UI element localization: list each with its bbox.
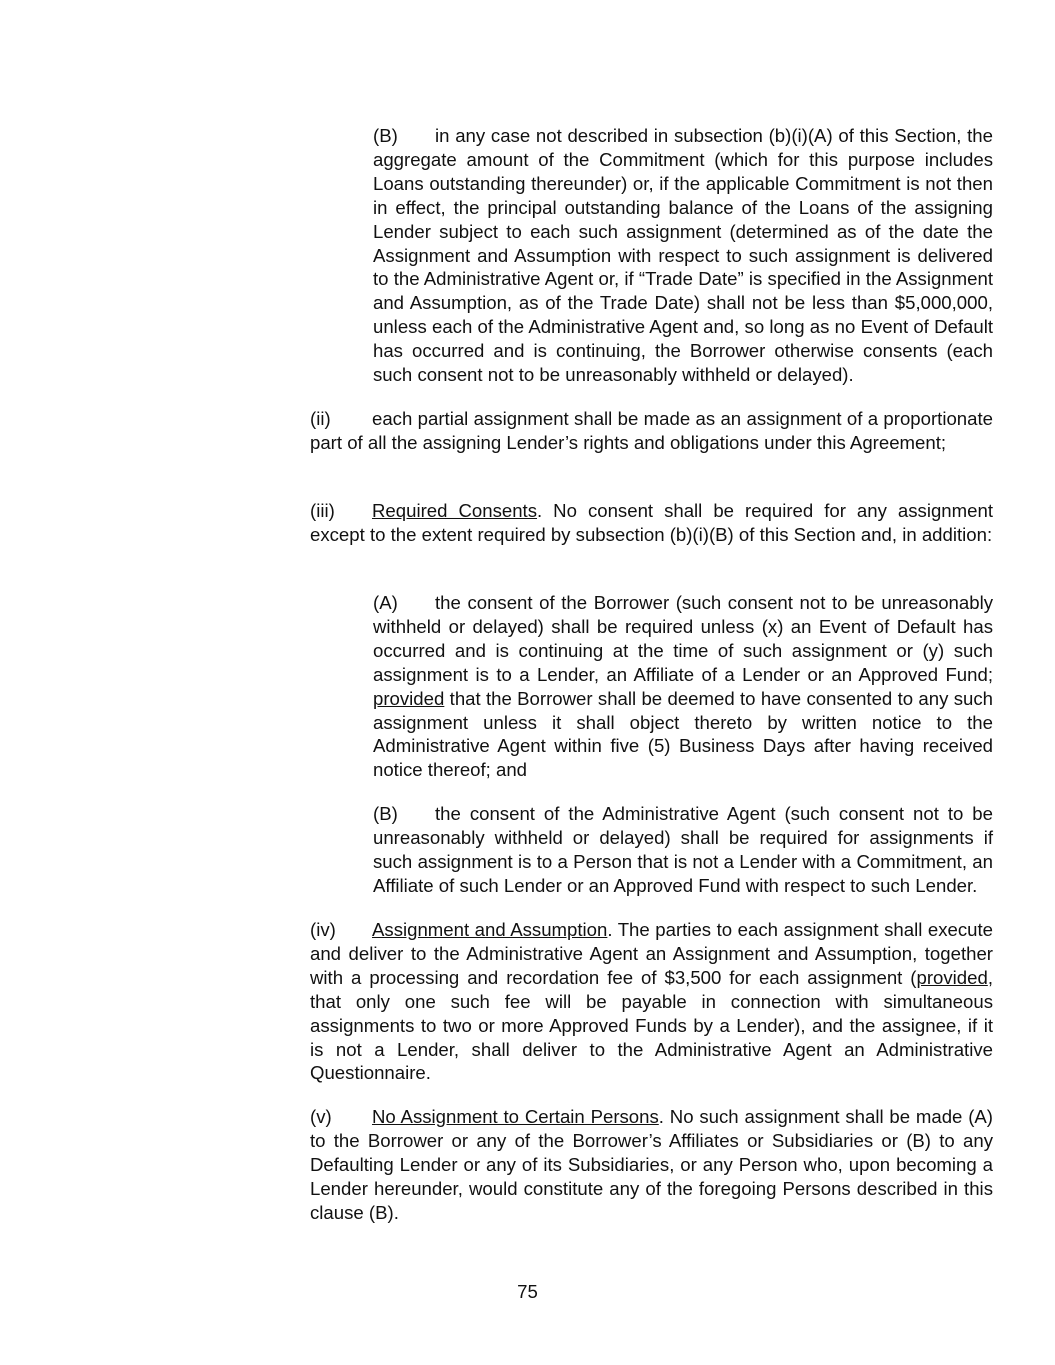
- provided-term: provided: [916, 966, 988, 988]
- paragraph-text: . The parties to each assignment shall execute and deliver to the Administrative Agent an Assignment and Assumption, together with a processing and recordation fee of $3,500 for each assignment (: [310, 919, 993, 988]
- section-heading: No Assignment to Certain Persons: [372, 1106, 659, 1127]
- paragraph-a-borrower-consent: [311, 591, 993, 782]
- paragraph-b-agent-consent: [311, 802, 993, 898]
- paragraph-number: (v): [310, 1106, 332, 1127]
- paragraph-number: (ii): [310, 408, 331, 429]
- paragraph-ii-proportionate: [248, 407, 993, 455]
- paragraph-number: (B): [373, 803, 398, 824]
- paragraph-iv-assignment-assumption: [248, 918, 993, 1085]
- paragraph-text: , that only one such fee will be payable in connection with simultaneous assignments to two or more Approved Funds by a Lender), and the assignee, if it is not a Lender, shall deliver to the Administrative Agent an Administrative Questionnaire.: [310, 966, 993, 1084]
- paragraph-text: the consent of the Borrower (such consent not to be unreasonably withheld or delayed) shall be required unless (x) an Event of Default has occurred and is continuing at the time of such assignment or (y) such assignment is to a Lender, an Affiliate of a Lender or an Approved Fund;: [373, 592, 993, 685]
- paragraph-b-aggregate: [311, 124, 993, 387]
- paragraph-number: (A): [373, 592, 398, 613]
- provided-term: provided: [373, 687, 445, 709]
- paragraph-number: (B): [373, 125, 398, 146]
- paragraph-text: . No such assignment shall be made (A) to the Borrower or any of the Borrower’s Affiliates or Subsidiaries or (B) to any Defaulting Lender or any of its Subsidiaries, or any Person who, upon becoming a Lender hereunder, would constitute any of the foregoing Persons described in this clause (B).: [310, 1106, 993, 1223]
- paragraph-text: . No consent shall be required for any assignment except to the extent required by subsection (b)(i)(B) of this Section and, in addition:: [310, 500, 993, 545]
- paragraph-text: the consent of the Administrative Agent (such consent not to be unreasonably withheld or delayed) shall be required for assignments if such assignment is to a Person that is not a Lender with a Commitment, an Affiliate of such Lender or an Approved Fund with respect to such Lender.: [373, 803, 993, 896]
- paragraph-text: in any case not described in subsection (b)(i)(A) of this Section, the aggregate amount of the Commitment (which for this purpose includes Loans outstanding thereunder) or, if the applicable Commitment is not then in effect, the principal outstanding balance of the Loans of the assigning Lender subject to each such assignment (determined as of the date the Assignment and Assumption with respect to such assignment is delivered to the Administrative Agent or, if “Trade Date” is specified in the Assignment and Assumption, as of the Trade Date) shall not be less than $5,000,000, unless each of the Administrative Agent and, so long as no Event of Default has occurred and is continuing, the Borrower otherwise consents (each such consent not to be unreasonably withheld or delayed).: [373, 125, 993, 386]
- page-number: 75: [517, 1281, 538, 1302]
- paragraph-number: (iv): [310, 919, 336, 940]
- paragraph-text: that the Borrower shall be deemed to have consented to any such assignment unless it shall object thereto by written notice to the Administrative Agent within five (5) Business Days after having received notice thereof; and: [373, 687, 993, 781]
- section-heading: Required Consents: [372, 500, 538, 521]
- paragraph-number: (iii): [310, 500, 335, 521]
- paragraph-text: each partial assignment shall be made as an assignment of a proportionate part of all the assigning Lender’s rights and obligations under this Agreement;: [310, 408, 993, 453]
- section-heading: Assignment and Assumption: [372, 919, 608, 940]
- paragraph-v-no-assignment: [248, 1105, 993, 1225]
- paragraph-iii-required-consents: [248, 499, 993, 547]
